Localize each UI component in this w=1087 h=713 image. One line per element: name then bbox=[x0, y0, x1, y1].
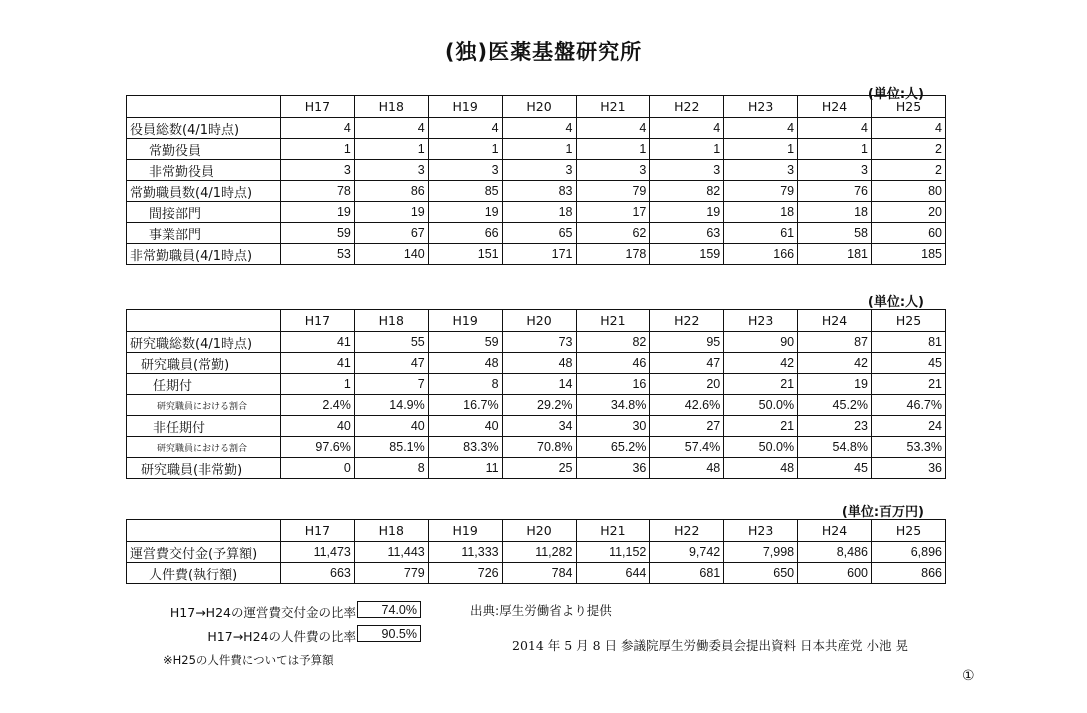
value-cell: 3 bbox=[502, 160, 576, 181]
value-cell: 644 bbox=[576, 563, 650, 584]
value-cell: 63 bbox=[650, 223, 724, 244]
value-cell: 83 bbox=[502, 181, 576, 202]
value-cell: 20 bbox=[650, 374, 724, 395]
value-cell: 6,896 bbox=[872, 542, 946, 563]
year-header: H25 bbox=[872, 520, 946, 542]
value-cell: 61 bbox=[724, 223, 798, 244]
value-cell: 140 bbox=[354, 244, 428, 265]
value-cell: 24 bbox=[872, 416, 946, 437]
value-cell: 3 bbox=[354, 160, 428, 181]
table-row bbox=[127, 118, 946, 139]
value-cell: 36 bbox=[576, 458, 650, 479]
value-cell: 8,486 bbox=[798, 542, 872, 563]
value-cell: 11,282 bbox=[502, 542, 576, 563]
page-title: (独)医薬基盤研究所 bbox=[444, 40, 643, 64]
value-cell: 87 bbox=[798, 332, 872, 353]
year-header: H22 bbox=[650, 520, 724, 542]
year-header: H20 bbox=[502, 520, 576, 542]
row-label: 常勤職員数(4/1時点) bbox=[127, 181, 281, 202]
footer-line: 2014 年 5 月 8 日 参議院厚生労働委員会提出資料 日本共産党 小池 晃 bbox=[512, 638, 908, 653]
value-cell: 185 bbox=[872, 244, 946, 265]
row-label: 研究職員における割合 bbox=[127, 395, 281, 416]
value-cell: 4 bbox=[576, 118, 650, 139]
year-header: H17 bbox=[281, 310, 355, 332]
value-cell: 30 bbox=[576, 416, 650, 437]
value-cell: 18 bbox=[724, 202, 798, 223]
table3-corner-cell bbox=[127, 520, 281, 542]
value-cell: 46 bbox=[576, 353, 650, 374]
year-header: H22 bbox=[650, 96, 724, 118]
row-label: 任期付 bbox=[127, 374, 281, 395]
table3-header-row bbox=[127, 520, 946, 542]
value-cell: 151 bbox=[428, 244, 502, 265]
row-label: 非常勤役員 bbox=[127, 160, 281, 181]
value-cell: 11,152 bbox=[576, 542, 650, 563]
value-cell: 45 bbox=[798, 458, 872, 479]
row-label: 常勤役員 bbox=[127, 139, 281, 160]
year-header: H17 bbox=[281, 520, 355, 542]
value-cell: 14 bbox=[502, 374, 576, 395]
value-cell: 8 bbox=[354, 458, 428, 479]
table1-unit: (単位:人) bbox=[867, 87, 924, 102]
value-cell: 86 bbox=[354, 181, 428, 202]
value-cell: 55 bbox=[354, 332, 428, 353]
value-cell: 4 bbox=[650, 118, 724, 139]
value-cell: 40 bbox=[428, 416, 502, 437]
table-row bbox=[127, 223, 946, 244]
table-row bbox=[127, 374, 946, 395]
value-cell: 1 bbox=[798, 139, 872, 160]
row-label: 研究職員(非常勤) bbox=[127, 458, 281, 479]
table-row bbox=[127, 139, 946, 160]
value-cell: 3 bbox=[650, 160, 724, 181]
value-cell: 50.0% bbox=[724, 437, 798, 458]
value-cell: 41 bbox=[281, 332, 355, 353]
table1-corner-cell bbox=[127, 96, 281, 118]
ratio1-value: 74.0% bbox=[357, 601, 421, 618]
table2-unit: (単位:人) bbox=[867, 295, 924, 310]
value-cell: 7,998 bbox=[724, 542, 798, 563]
year-header: H25 bbox=[872, 96, 946, 118]
row-label: 研究職総数(4/1時点) bbox=[127, 332, 281, 353]
year-header: H21 bbox=[576, 96, 650, 118]
value-cell: 90 bbox=[724, 332, 798, 353]
value-cell: 784 bbox=[502, 563, 576, 584]
year-header: H20 bbox=[502, 310, 576, 332]
value-cell: 11,473 bbox=[281, 542, 355, 563]
value-cell: 3 bbox=[724, 160, 798, 181]
value-cell: 4 bbox=[502, 118, 576, 139]
value-cell: 67 bbox=[354, 223, 428, 244]
value-cell: 16.7% bbox=[428, 395, 502, 416]
table-officers-staff bbox=[126, 95, 946, 265]
value-cell: 41 bbox=[281, 353, 355, 374]
value-cell: 47 bbox=[354, 353, 428, 374]
value-cell: 85.1% bbox=[354, 437, 428, 458]
table-budget bbox=[126, 519, 946, 584]
value-cell: 3 bbox=[576, 160, 650, 181]
value-cell: 663 bbox=[281, 563, 355, 584]
value-cell: 1 bbox=[576, 139, 650, 160]
table-row bbox=[127, 395, 946, 416]
value-cell: 40 bbox=[354, 416, 428, 437]
row-label: 非任期付 bbox=[127, 416, 281, 437]
value-cell: 59 bbox=[428, 332, 502, 353]
value-cell: 79 bbox=[576, 181, 650, 202]
value-cell: 82 bbox=[650, 181, 724, 202]
year-header: H18 bbox=[354, 96, 428, 118]
page-number: ① bbox=[962, 668, 975, 684]
value-cell: 73 bbox=[502, 332, 576, 353]
value-cell: 19 bbox=[354, 202, 428, 223]
table-row bbox=[127, 332, 946, 353]
year-header: H20 bbox=[502, 96, 576, 118]
value-cell: 4 bbox=[428, 118, 502, 139]
year-header: H19 bbox=[428, 520, 502, 542]
value-cell: 3 bbox=[281, 160, 355, 181]
value-cell: 48 bbox=[650, 458, 724, 479]
value-cell: 66 bbox=[428, 223, 502, 244]
year-header: H23 bbox=[724, 520, 798, 542]
value-cell: 45.2% bbox=[798, 395, 872, 416]
row-label: 間接部門 bbox=[127, 202, 281, 223]
value-cell: 14.9% bbox=[354, 395, 428, 416]
value-cell: 181 bbox=[798, 244, 872, 265]
value-cell: 866 bbox=[872, 563, 946, 584]
value-cell: 23 bbox=[798, 416, 872, 437]
table-row bbox=[127, 437, 946, 458]
value-cell: 3 bbox=[798, 160, 872, 181]
value-cell: 29.2% bbox=[502, 395, 576, 416]
ratio1-label: H17→H24の運営費交付金の比率 bbox=[169, 605, 356, 620]
value-cell: 81 bbox=[872, 332, 946, 353]
value-cell: 65.2% bbox=[576, 437, 650, 458]
value-cell: 4 bbox=[872, 118, 946, 139]
value-cell: 85 bbox=[428, 181, 502, 202]
year-header: H23 bbox=[724, 96, 798, 118]
row-label: 研究職員(常勤) bbox=[127, 353, 281, 374]
value-cell: 21 bbox=[724, 416, 798, 437]
value-cell: 97.6% bbox=[281, 437, 355, 458]
year-header: H17 bbox=[281, 96, 355, 118]
value-cell: 83.3% bbox=[428, 437, 502, 458]
year-header: H24 bbox=[798, 310, 872, 332]
value-cell: 11,333 bbox=[428, 542, 502, 563]
value-cell: 95 bbox=[650, 332, 724, 353]
table-row bbox=[127, 542, 946, 563]
value-cell: 54.8% bbox=[798, 437, 872, 458]
value-cell: 779 bbox=[354, 563, 428, 584]
table-row bbox=[127, 244, 946, 265]
value-cell: 681 bbox=[650, 563, 724, 584]
value-cell: 1 bbox=[502, 139, 576, 160]
value-cell: 3 bbox=[428, 160, 502, 181]
value-cell: 600 bbox=[798, 563, 872, 584]
table-row bbox=[127, 416, 946, 437]
value-cell: 20 bbox=[872, 202, 946, 223]
value-cell: 2.4% bbox=[281, 395, 355, 416]
table-row bbox=[127, 353, 946, 374]
value-cell: 171 bbox=[502, 244, 576, 265]
value-cell: 42.6% bbox=[650, 395, 724, 416]
value-cell: 11,443 bbox=[354, 542, 428, 563]
table3-unit: (単位:百万円) bbox=[841, 505, 924, 520]
value-cell: 4 bbox=[354, 118, 428, 139]
value-cell: 159 bbox=[650, 244, 724, 265]
value-cell: 8 bbox=[428, 374, 502, 395]
value-cell: 0 bbox=[281, 458, 355, 479]
value-cell: 21 bbox=[724, 374, 798, 395]
year-header: H19 bbox=[428, 310, 502, 332]
value-cell: 650 bbox=[724, 563, 798, 584]
value-cell: 1 bbox=[650, 139, 724, 160]
value-cell: 2 bbox=[872, 160, 946, 181]
value-cell: 50.0% bbox=[724, 395, 798, 416]
year-header: H19 bbox=[428, 96, 502, 118]
value-cell: 59 bbox=[281, 223, 355, 244]
value-cell: 1 bbox=[281, 139, 355, 160]
value-cell: 65 bbox=[502, 223, 576, 244]
value-cell: 19 bbox=[428, 202, 502, 223]
value-cell: 7 bbox=[354, 374, 428, 395]
value-cell: 76 bbox=[798, 181, 872, 202]
value-cell: 27 bbox=[650, 416, 724, 437]
value-cell: 42 bbox=[724, 353, 798, 374]
value-cell: 40 bbox=[281, 416, 355, 437]
value-cell: 4 bbox=[281, 118, 355, 139]
value-cell: 4 bbox=[724, 118, 798, 139]
row-label: 非常勤職員(4/1時点) bbox=[127, 244, 281, 265]
year-header: H22 bbox=[650, 310, 724, 332]
value-cell: 82 bbox=[576, 332, 650, 353]
value-cell: 34.8% bbox=[576, 395, 650, 416]
value-cell: 53 bbox=[281, 244, 355, 265]
value-cell: 25 bbox=[502, 458, 576, 479]
value-cell: 1 bbox=[354, 139, 428, 160]
year-header: H21 bbox=[576, 310, 650, 332]
year-header: H23 bbox=[724, 310, 798, 332]
row-label: 人件費(執行額) bbox=[127, 563, 281, 584]
value-cell: 48 bbox=[502, 353, 576, 374]
year-header: H18 bbox=[354, 520, 428, 542]
budget-note: ※H25の人件費については予算額 bbox=[163, 653, 334, 667]
value-cell: 16 bbox=[576, 374, 650, 395]
value-cell: 36 bbox=[872, 458, 946, 479]
value-cell: 60 bbox=[872, 223, 946, 244]
year-header: H25 bbox=[872, 310, 946, 332]
ratio2-label: H17→H24の人件費の比率 bbox=[207, 629, 356, 644]
value-cell: 48 bbox=[428, 353, 502, 374]
value-cell: 1 bbox=[428, 139, 502, 160]
value-cell: 48 bbox=[724, 458, 798, 479]
table-row bbox=[127, 563, 946, 584]
value-cell: 47 bbox=[650, 353, 724, 374]
value-cell: 726 bbox=[428, 563, 502, 584]
table-row bbox=[127, 458, 946, 479]
table-researchers bbox=[126, 309, 946, 479]
table1-header-row bbox=[127, 96, 946, 118]
value-cell: 18 bbox=[502, 202, 576, 223]
row-label: 運営費交付金(予算額) bbox=[127, 542, 281, 563]
value-cell: 4 bbox=[798, 118, 872, 139]
table2-corner-cell bbox=[127, 310, 281, 332]
table-row bbox=[127, 160, 946, 181]
value-cell: 42 bbox=[798, 353, 872, 374]
value-cell: 18 bbox=[798, 202, 872, 223]
value-cell: 166 bbox=[724, 244, 798, 265]
year-header: H18 bbox=[354, 310, 428, 332]
value-cell: 178 bbox=[576, 244, 650, 265]
value-cell: 19 bbox=[281, 202, 355, 223]
value-cell: 53.3% bbox=[872, 437, 946, 458]
value-cell: 57.4% bbox=[650, 437, 724, 458]
table-row bbox=[127, 202, 946, 223]
year-header: H24 bbox=[798, 96, 872, 118]
value-cell: 17 bbox=[576, 202, 650, 223]
value-cell: 9,742 bbox=[650, 542, 724, 563]
value-cell: 78 bbox=[281, 181, 355, 202]
table2-header-row bbox=[127, 310, 946, 332]
value-cell: 1 bbox=[724, 139, 798, 160]
value-cell: 34 bbox=[502, 416, 576, 437]
row-label: 事業部門 bbox=[127, 223, 281, 244]
ratio2-value: 90.5% bbox=[357, 625, 421, 642]
value-cell: 62 bbox=[576, 223, 650, 244]
value-cell: 79 bbox=[724, 181, 798, 202]
value-cell: 21 bbox=[872, 374, 946, 395]
row-label: 役員総数(4/1時点) bbox=[127, 118, 281, 139]
value-cell: 19 bbox=[650, 202, 724, 223]
value-cell: 1 bbox=[281, 374, 355, 395]
year-header: H21 bbox=[576, 520, 650, 542]
row-label: 研究職員における割合 bbox=[127, 437, 281, 458]
year-header: H24 bbox=[798, 520, 872, 542]
value-cell: 2 bbox=[872, 139, 946, 160]
table-row bbox=[127, 181, 946, 202]
value-cell: 58 bbox=[798, 223, 872, 244]
value-cell: 70.8% bbox=[502, 437, 576, 458]
value-cell: 19 bbox=[798, 374, 872, 395]
value-cell: 80 bbox=[872, 181, 946, 202]
value-cell: 11 bbox=[428, 458, 502, 479]
source-note: 出典:厚生労働省より提供 bbox=[470, 603, 612, 618]
value-cell: 45 bbox=[872, 353, 946, 374]
value-cell: 46.7% bbox=[872, 395, 946, 416]
